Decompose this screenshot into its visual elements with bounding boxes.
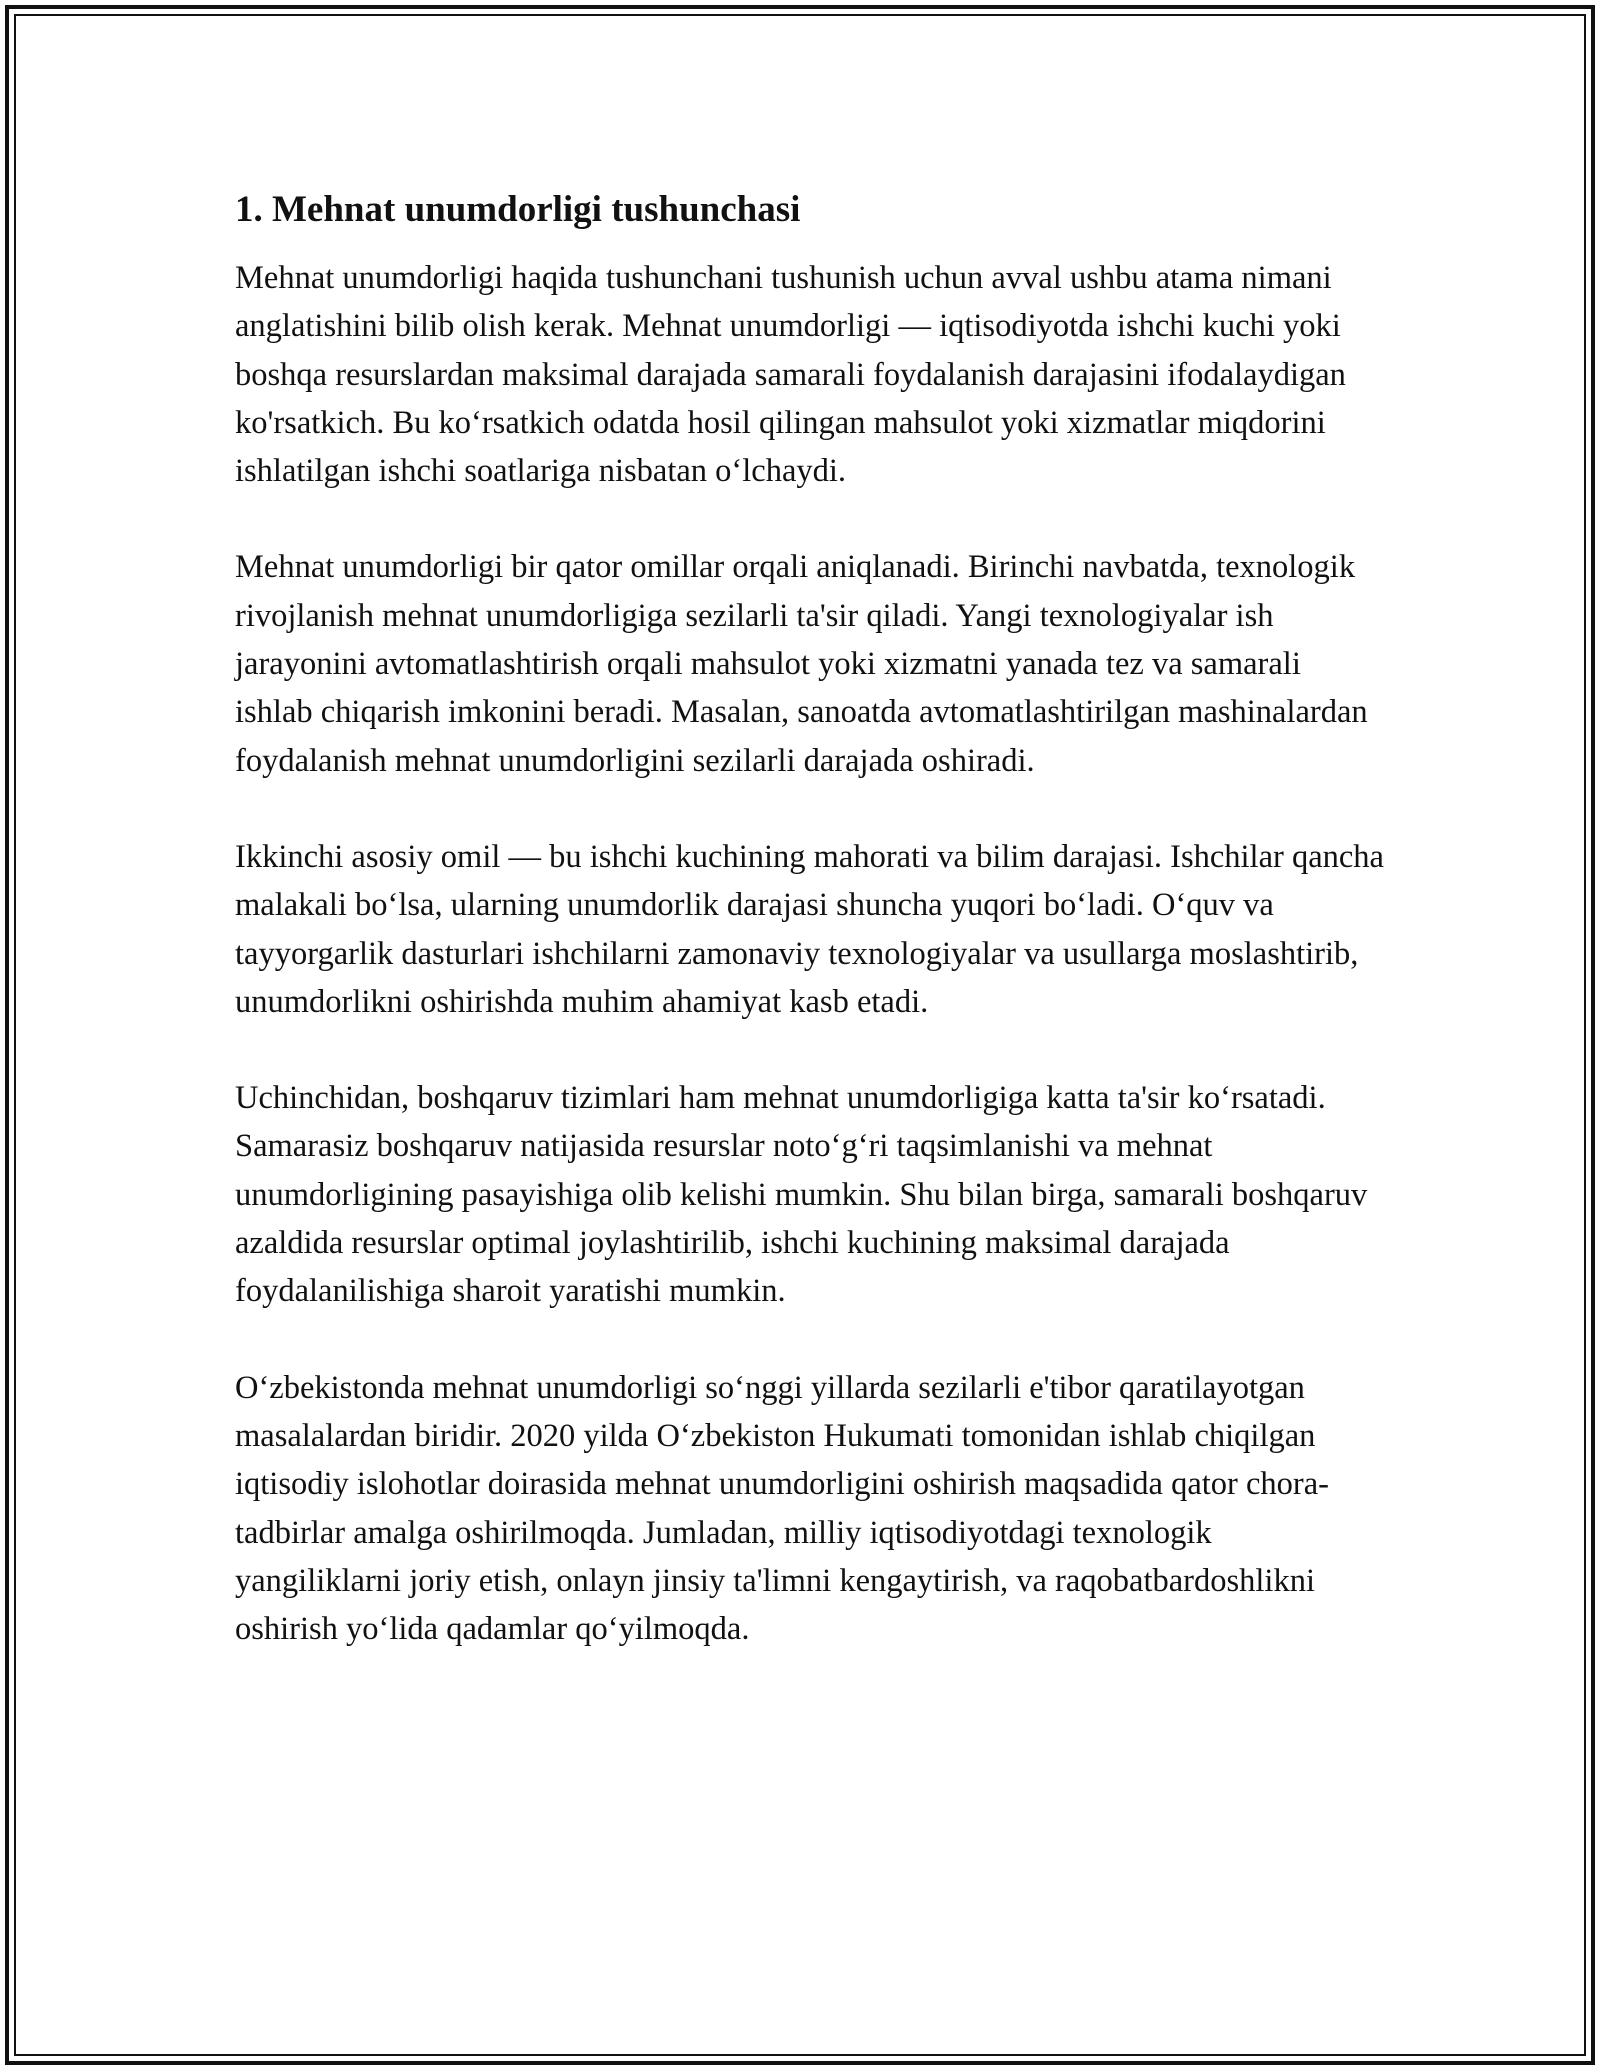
paragraph-4: Uchinchidan, boshqaruv tizimlari ham mehnat unumdorligiga katta ta'sir ko‘rsatadi. Samarasiz boshqaruv natijasida resurslar noto‘g‘ri taqsimlanishi va mehnat unumdorligining pasayishiga olib kelishi mumkin. Shu bilan birga, samarali boshqaruv azaldida resurslar optimal joylashtirilib, ishchi kuchining maksimal darajada foydalanilishiga sharoit yaratishi mumkin.: [235, 1080, 1368, 1310]
paragraph-1: Mehnat unumdorligi haqida tushunchani tushunish uchun avval ushbu atama nimani anglatishini bilib olish kerak. Mehnat unumdorligi — iqtisodiyotda ishchi kuchi yoki boshqa resurslardan maksimal darajada samarali foydalanish darajasini ifodalaydigan ko'rsatkich. Bu ko‘rsatkich odatda hosil qilingan mahsulot yoki xizmatlar miqdorini ishlatilgan ishchi soatlariga nisbatan o‘lchaydi.: [235, 260, 1346, 490]
paragraph-2: Mehnat unumdorligi bir qator omillar orqali aniqlanadi. Birinchi navbatda, texnologik rivojlanish mehnat unumdorligiga sezilarli ta'sir qiladi. Yangi texnologiyalar ish jarayonini avtomatlashtirish orqali mahsulot yoki xizmatni yanada tez va samarali ishlab chiqarish imkonini beradi. Masalan, sanoatda avtomatlashtirilgan mashinalardan foydalanish mehnat unumdorligini sezilarli darajada oshiradi.: [235, 549, 1368, 779]
paragraph-3: Ikkinchi asosiy omil — bu ishchi kuchining mahorati va bilim darajasi. Ishchilar qancha malakali bo‘lsa, ularning unumdorlik darajasi shuncha yuqori bo‘ladi. O‘quv va tayyorgarlik dasturlari ishchilarni zamonaviy texnologiyalar va usullarga moslashtirib, unumdorlikni oshirishda muhim ahamiyat kasb etadi.: [235, 838, 1384, 1020]
section-heading: 1. Mehnat unumdorligi tushunchasi: [235, 189, 801, 230]
document-body: [235, 186, 1385, 1701]
paragraph-5: O‘zbekistonda mehnat unumdorligi so‘nggi yillarda sezilarli e'tibor qaratilayotgan masalalardan biridir. 2020 yilda O‘zbekiston Hukumati tomonidan ishlab chiqilgan iqtisodiy islohotlar doirasida mehnat unumdorligini oshirish maqsadida qator chora-tadbirlar amalga oshirilmoqda. Jumladan, milliy iqtisodiyotdagi texnologik yangiliklarni joriy etish, onlayn jinsiy ta'limni kengaytirish, va raqobatbardoshlikni oshirish yo‘lida qadamlar qo‘yilmoqda.: [235, 1369, 1329, 1648]
